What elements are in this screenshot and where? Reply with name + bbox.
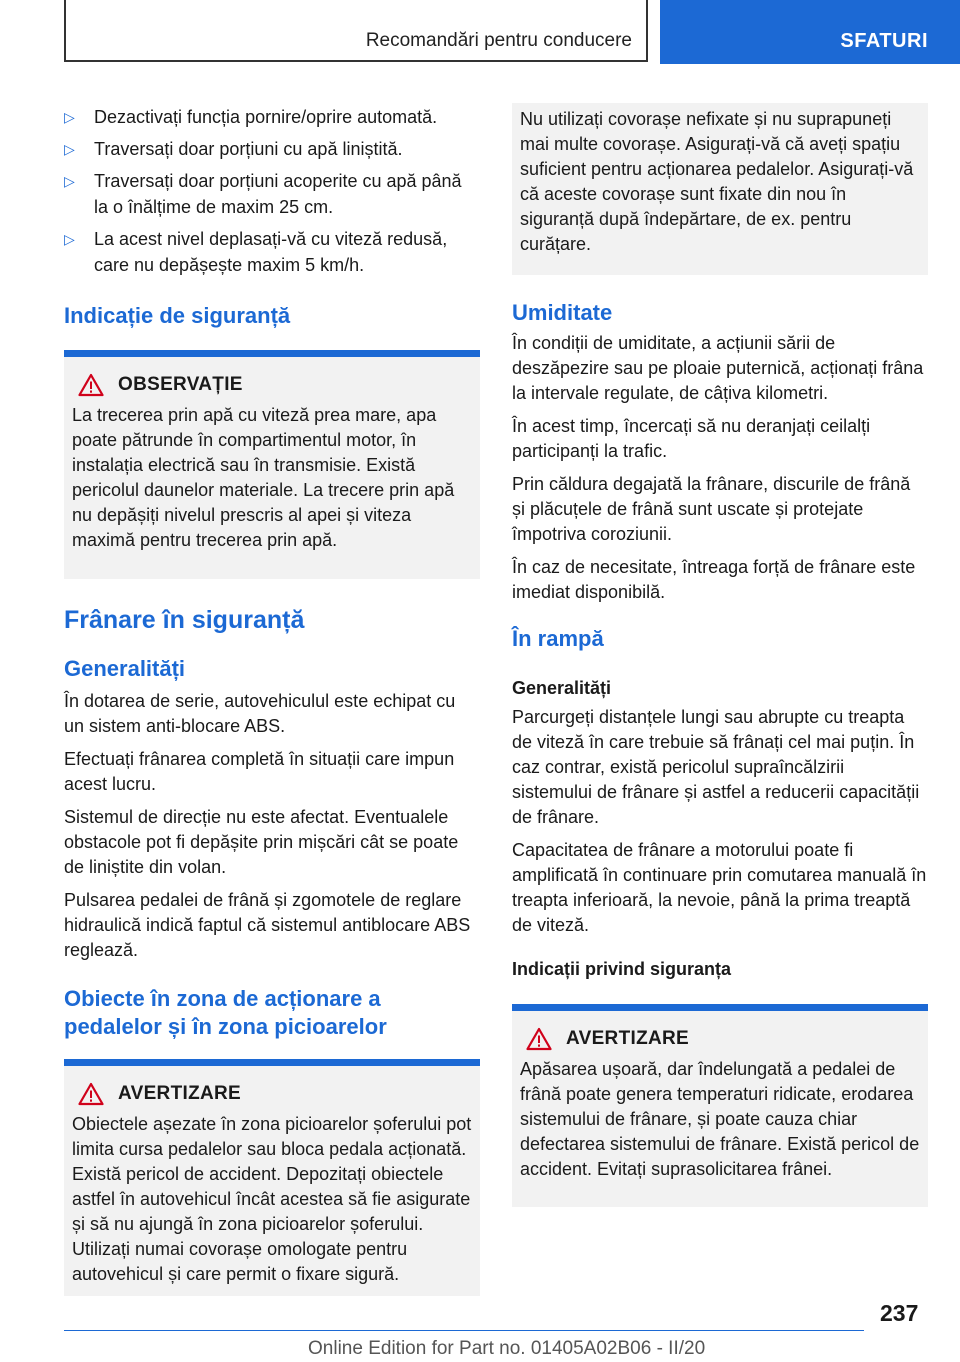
warning-text: Obiectele așezate în zona picioarelor șoferului pot limita cursa pedalelor sau bloca pedala acționată. Există pericol de accident. Depozitați obiectele astfel în autovehicul încât acestea să fie asigurate și să nu ajungă în zona picioarelor șoferului. Utilizați numai covorașe omologate pentru autovehicul și care permit o fixare sigură. [72,1114,472,1284]
humidity-heading: Umiditate [512,300,613,325]
list-item [64,136,480,162]
humidity-section [512,331,928,605]
warning-text: Apăsarea ușoară, dar îndelungată a pedalei de frână poate genera temperaturi ridicate, erodarea sistemului de frânare, și poate cauza chiar defectarea sistemului de frânare. Există pericol de accident. Evitați suprasolicitarea frânei. [520,1059,920,1179]
warning-label: AVERTIZARE [118,1083,241,1104]
page-header [0,0,960,66]
notice-box [64,357,480,579]
right-column [512,103,928,1207]
list-item [64,226,480,278]
paragraph: Pulsarea pedalei de frână și zgomotele de reglare hidraulică indică faptul că sistemul antiblocare ABS reglează. [64,890,471,960]
section-rule [64,1059,480,1066]
ramp-general-heading: Generalități [512,678,612,698]
paragraph: În condiții de umiditate, a acțiunii sării de deszăpezire sau pe ploaie puternică, acționați frâna la intervale regulate, de câțiva kilometri. [512,333,924,403]
triangle-right-icon: ▷ [64,231,75,247]
warning-label: AVERTIZARE [566,1028,689,1049]
section-rule [512,1004,928,1011]
list-item-text: Dezactivați funcția pornire/oprire automată. [94,107,438,127]
ramp-heading: În rampă [512,626,604,651]
list-item-text: Traversați doar porțiuni cu apă liniștită. [94,139,403,159]
triangle-right-icon: ▷ [64,141,75,157]
general-section [64,689,480,963]
notice-text: La trecerea prin apă cu viteză prea mare, apa poate pătrunde în compartimentul motor, în instalația electrică sau în transmisie. Există pericolul daunelor materiale. La trecere prin apă nu depășiți nivelul prescris al apei și viteza maximă pentru trecerea prin apă. [72,405,455,550]
ramp-safety-heading: Indicații privind siguranța [512,959,732,979]
paragraph: În caz de necesitate, întreaga forță de frânare este imediat disponibilă. [512,557,916,602]
header-chapter-tab [660,0,960,64]
header-section-box [64,0,648,62]
footer-rule [64,1330,864,1331]
mat-note-text: Nu utilizați covorașe nefixate și nu suprapuneți mai multe covorașe. Asigurați-vă că aveți spațiu suficient pentru acționarea pedalelor. Asigurați-vă că aceste covorașe sunt fixate din nou în siguranță după îndepărtare, de ex. pentru curățare. [520,109,914,254]
list-item [64,168,480,220]
list-item-text: Traversați doar porțiuni acoperite cu apă până la o înălțime de maxim 25 cm. [94,171,462,217]
notice-header [78,373,472,397]
warning-box [64,1066,480,1296]
paragraph: Capacitatea de frânare a motorului poate fi amplificată în continuare prin comutarea manuală în treapta inferioară, la nevoie, până la prima treaptă de viteză. [512,840,927,935]
notice-label: OBSERVAȚIE [118,374,243,395]
safety-heading: Indicație de siguranță [64,303,291,328]
paragraph: Parcurgeți distanțele lungi sau abrupte cu treapta de viteză în care trebuie să frânați cel mai puțin. În caz contrar, există pericolul supraîncălzirii sistemului de frânare și astfel a reducerii capacității de frânare. [512,707,920,827]
warning-header [78,1082,472,1106]
warning-header [526,1027,920,1051]
water-crossing-list [64,104,480,278]
page-number: 237 [880,1300,919,1326]
list-item [64,104,480,130]
mat-note-box [512,103,928,275]
section-rule [64,350,480,357]
warning-triangle-icon [526,1027,552,1051]
paragraph: Sistemul de direcție nu este afectat. Eventualele obstacole pot fi depășite prin mișcări cât se poate de liniștite din volan. [64,807,459,877]
warning-box [512,1011,928,1207]
warning-triangle-icon [78,373,104,397]
paragraph: În dotarea de serie, autovehiculul este echipat cu un sistem anti-blocare ABS. [64,691,456,736]
pedal-area-heading: Obiecte în zona de acționare a pedalelor și în zona picioarelor [64,986,387,1039]
ramp-section [512,705,928,938]
left-column [64,100,480,1296]
paragraph: Prin căldura degajată la frânare, discurile de frână și plăcuțele de frână sunt uscate și protejate împotriva coroziunii. [512,474,911,544]
footer-edition: Online Edition for Part no. 01405A02B06 - II/20 [308,1338,706,1359]
paragraph: Efectuați frânarea completă în situații care impun acest lucru. [64,749,455,794]
list-item-text: La acest nivel deplasați-vă cu viteză redusă, care nu depășește maxim 5 km/h. [94,229,448,275]
warning-triangle-icon [78,1082,104,1106]
general-heading: Generalități [64,656,186,681]
header-section-title: Recomandări pentru conducere [365,30,632,51]
triangle-right-icon: ▷ [64,109,75,125]
header-chapter-label: SFATURI [840,30,928,52]
braking-heading: Frânare în siguranță [64,606,305,634]
triangle-right-icon: ▷ [64,173,75,189]
paragraph: În acest timp, încercați să nu deranjați ceilalți participanți la trafic. [512,416,871,461]
